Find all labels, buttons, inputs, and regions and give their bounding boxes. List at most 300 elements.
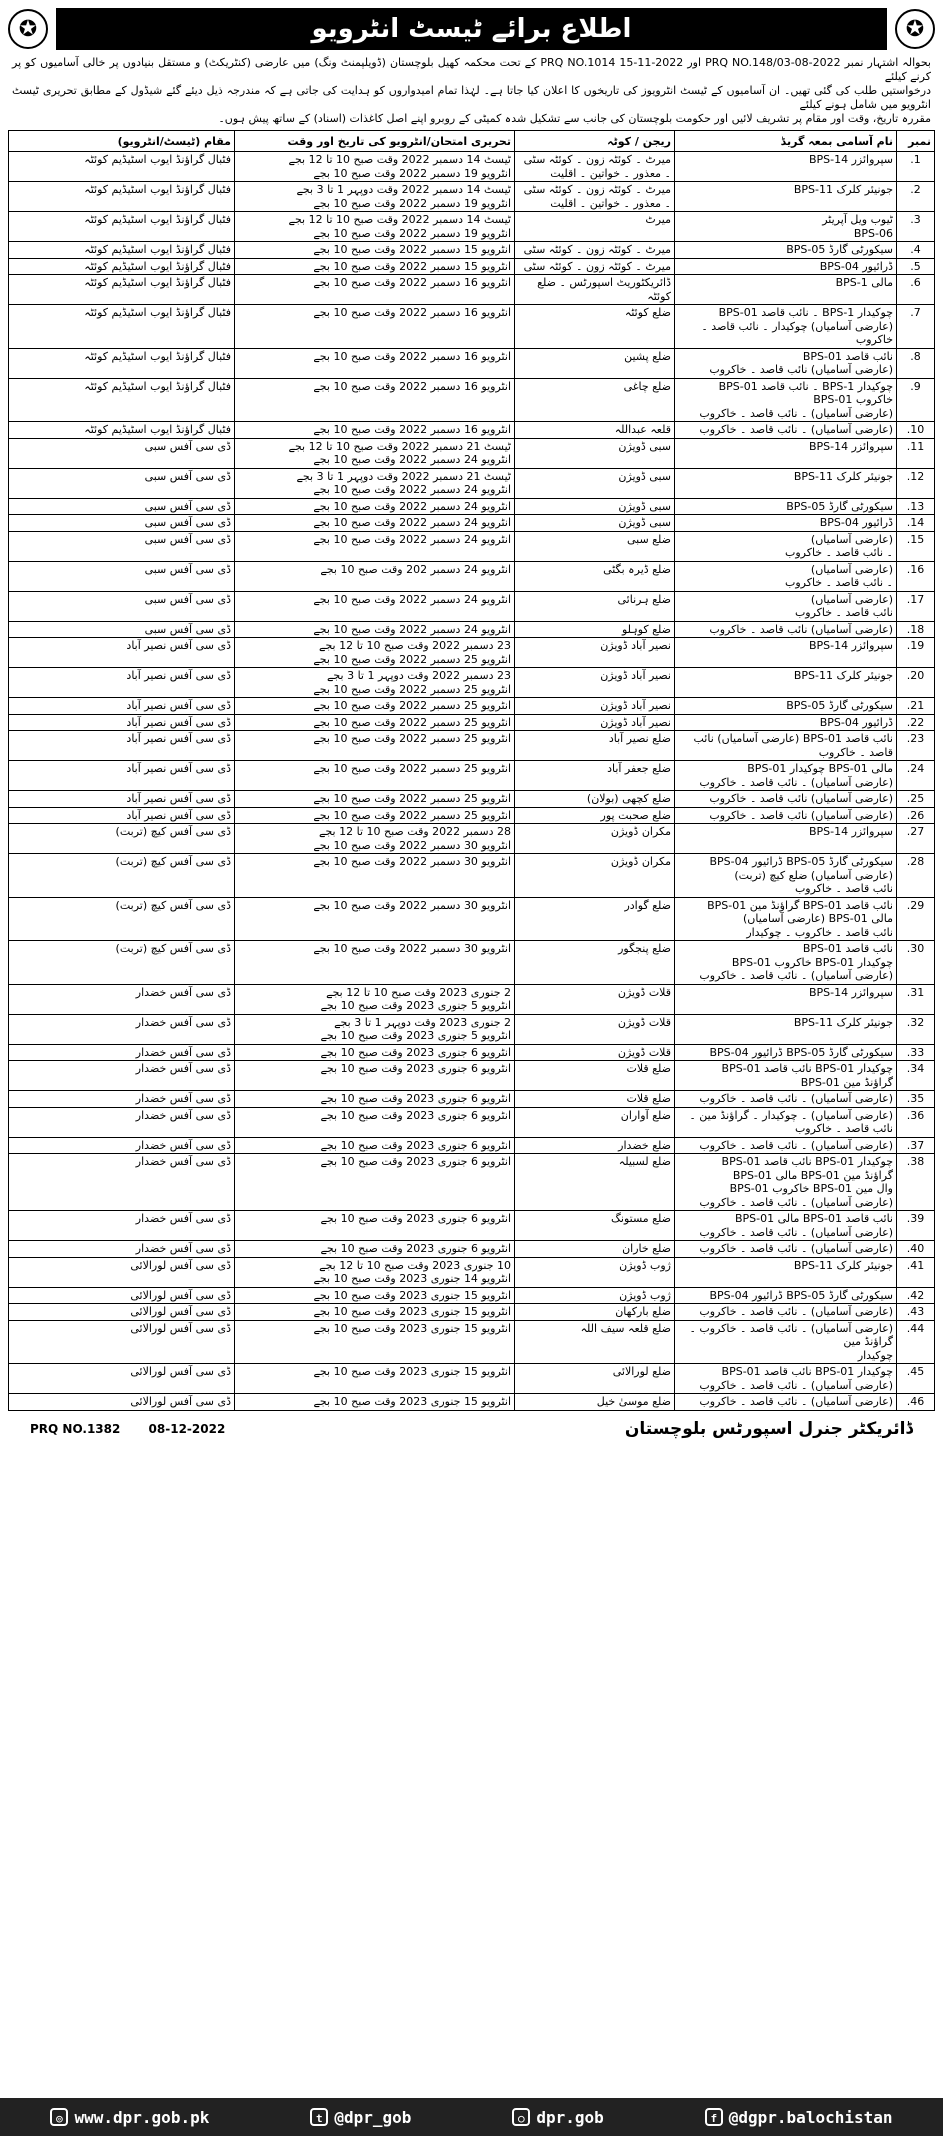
intro-line: مقررہ تاریخ، وقت اور مقام پر تشریف لائیں اور حکومت بلوچستان کی جانب سے تشکیل شدہ کمیٹی کے روبرو اپنے اصل کاغذات (اسناد) کے ساتھ پیش ہوں۔ bbox=[218, 112, 931, 125]
cell-schedule: انٹرویو 6 جنوری 2023 وقت صبح 10 بجے bbox=[235, 1091, 515, 1108]
cell-no: 8. bbox=[897, 348, 935, 378]
cell-place: فٹبال گراؤنڈ ایوب اسٹیڈیم کوئٹہ bbox=[9, 422, 235, 439]
cell-region: ضلع ڈیرہ بگٹی bbox=[515, 561, 675, 591]
cell-post: سپروائزر BPS-14 bbox=[675, 438, 897, 468]
cell-schedule: انٹرویو 16 دسمبر 2022 وقت صبح 10 بجے bbox=[235, 378, 515, 422]
header bbox=[8, 6, 935, 52]
cell-schedule: انٹرویو 15 جنوری 2023 وقت صبح 10 بجے bbox=[235, 1304, 515, 1321]
cell-place: ڈی سی آفس خضدار bbox=[9, 1154, 235, 1211]
table-row bbox=[9, 807, 935, 824]
cell-schedule: 28 دسمبر 2022 وقت صبح 10 تا 12 بجے انٹرویو 30 دسمبر 2022 وقت صبح 10 بجے bbox=[235, 824, 515, 854]
table-row bbox=[9, 1211, 935, 1241]
table-row bbox=[9, 621, 935, 638]
cell-place: ڈی سی آفس خضدار bbox=[9, 1211, 235, 1241]
cell-place: ڈی سی آفس لورالائی bbox=[9, 1287, 235, 1304]
cell-schedule: انٹرویو 15 جنوری 2023 وقت صبح 10 بجے bbox=[235, 1394, 515, 1411]
cell-no: 32. bbox=[897, 1014, 935, 1044]
cell-place: ڈی سی آفس خضدار bbox=[9, 1014, 235, 1044]
cell-post: (عارضی آسامیاں) نائب قاصد ۔ خاکروب bbox=[675, 807, 897, 824]
header-schedule: تحریری امتحان/انٹرویو کی تاریخ اور وقت bbox=[235, 131, 515, 152]
cell-place: ڈی سی آفس سبی bbox=[9, 561, 235, 591]
cell-no: 20. bbox=[897, 668, 935, 698]
cell-no: 1. bbox=[897, 152, 935, 182]
cell-no: 45. bbox=[897, 1364, 935, 1394]
cell-place: ڈی سی آفس لورالائی bbox=[9, 1364, 235, 1394]
government-emblem-icon: ✪ bbox=[8, 9, 48, 49]
cell-schedule: انٹرویو 6 جنوری 2023 وقت صبح 10 بجے bbox=[235, 1154, 515, 1211]
cell-region: ضلع گوادر bbox=[515, 897, 675, 941]
cell-region: ژوب ڈویژن bbox=[515, 1257, 675, 1287]
cell-no: 3. bbox=[897, 212, 935, 242]
cell-place: فٹبال گراؤنڈ ایوب اسٹیڈیم کوئٹہ bbox=[9, 212, 235, 242]
cell-no: 5. bbox=[897, 258, 935, 275]
social-bar bbox=[0, 2098, 943, 2136]
cell-schedule: انٹرویو 25 دسمبر 2022 وقت صبح 10 بجے bbox=[235, 761, 515, 791]
table-row bbox=[9, 1091, 935, 1108]
cell-place: فٹبال گراؤنڈ ایوب اسٹیڈیم کوئٹہ bbox=[9, 275, 235, 305]
cell-schedule: انٹرویو 30 دسمبر 2022 وقت صبح 10 بجے bbox=[235, 941, 515, 985]
cell-no: 34. bbox=[897, 1061, 935, 1091]
cell-region: ضلع آواران bbox=[515, 1107, 675, 1137]
table-row bbox=[9, 897, 935, 941]
cell-no: 14. bbox=[897, 515, 935, 532]
cell-post: نائب قاصد BPS-01 (عارضی آسامیاں) نائب قاصد ۔ خاکروب bbox=[675, 348, 897, 378]
cell-place: فٹبال گراؤنڈ ایوب اسٹیڈیم کوئٹہ bbox=[9, 258, 235, 275]
cell-no: 46. bbox=[897, 1394, 935, 1411]
cell-place: ڈی سی آفس سبی bbox=[9, 468, 235, 498]
cell-place: ڈی سی آفس لورالائی bbox=[9, 1320, 235, 1364]
cell-place: ڈی سی آفس لورالائی bbox=[9, 1257, 235, 1287]
cell-post: سیکورٹی گارڈ BPS-05 bbox=[675, 498, 897, 515]
cell-post: ٹیوب ویل آپریٹر BPS-06 bbox=[675, 212, 897, 242]
cell-region: ضلع ہرنائی bbox=[515, 591, 675, 621]
cell-schedule: انٹرویو 6 جنوری 2023 وقت صبح 10 بجے bbox=[235, 1241, 515, 1258]
table-row bbox=[9, 212, 935, 242]
header-place: مقام (ٹیسٹ/انٹرویو) bbox=[9, 131, 235, 152]
cell-no: 33. bbox=[897, 1044, 935, 1061]
prq-date: 08-12-2022 bbox=[148, 1421, 226, 1436]
cell-no: 43. bbox=[897, 1304, 935, 1321]
cell-place: ڈی سی آفس نصیر آباد bbox=[9, 807, 235, 824]
cell-place: ڈی سی آفس کیچ (تربت) bbox=[9, 854, 235, 898]
cell-post: سپروائزر BPS-14 bbox=[675, 984, 897, 1014]
globe-icon: ◎ bbox=[50, 2108, 68, 2126]
cell-post: جونیئر کلرک BPS-11 bbox=[675, 1014, 897, 1044]
cell-no: 31. bbox=[897, 984, 935, 1014]
table-row bbox=[9, 498, 935, 515]
notice-title: اطلاع برائے ٹیسٹ انٹرویو bbox=[56, 8, 887, 50]
cell-region: ضلع کچھی (بولان) bbox=[515, 791, 675, 808]
table-row bbox=[9, 824, 935, 854]
cell-place: ڈی سی آفس خضدار bbox=[9, 1241, 235, 1258]
header-post: نام آسامی بمعہ گریڈ bbox=[675, 131, 897, 152]
cell-schedule: انٹرویو 30 دسمبر 2022 وقت صبح 10 بجے bbox=[235, 854, 515, 898]
cell-no: 37. bbox=[897, 1137, 935, 1154]
cell-schedule: انٹرویو 24 دسمبر 2022 وقت صبح 10 بجے bbox=[235, 498, 515, 515]
cell-schedule: انٹرویو 15 جنوری 2023 وقت صبح 10 بجے bbox=[235, 1320, 515, 1364]
cell-region: ضلع مستونگ bbox=[515, 1211, 675, 1241]
cell-post: (عارضی آسامیاں) ۔ نائب قاصد ۔ خاکروب bbox=[675, 1241, 897, 1258]
signatory: ڈائریکٹر جنرل اسپورٹس بلوچستان bbox=[624, 1418, 913, 1439]
cell-place: ڈی سی آفس نصیر آباد bbox=[9, 761, 235, 791]
cell-schedule: انٹرویو 25 دسمبر 2022 وقت صبح 10 بجے bbox=[235, 807, 515, 824]
cell-place: فٹبال گراؤنڈ ایوب اسٹیڈیم کوئٹہ bbox=[9, 152, 235, 182]
cell-no: 18. bbox=[897, 621, 935, 638]
cell-region: ضلع موسیٰ خیل bbox=[515, 1394, 675, 1411]
cell-post: (عارضی آسامیاں) ۔ نائب قاصد ۔ خاکروب bbox=[675, 561, 897, 591]
cell-no: 7. bbox=[897, 305, 935, 349]
cell-place: ڈی سی آفس لورالائی bbox=[9, 1304, 235, 1321]
table-row bbox=[9, 1061, 935, 1091]
cell-no: 12. bbox=[897, 468, 935, 498]
cell-region: ضلع پشین bbox=[515, 348, 675, 378]
cell-no: 21. bbox=[897, 698, 935, 715]
cell-region: ضلع قلات bbox=[515, 1061, 675, 1091]
cell-no: 41. bbox=[897, 1257, 935, 1287]
table-row bbox=[9, 1320, 935, 1364]
cell-post: (عارضی آسامیاں) ۔ نائب قاصد ۔ خاکروب bbox=[675, 1304, 897, 1321]
table-row bbox=[9, 941, 935, 985]
cell-no: 15. bbox=[897, 531, 935, 561]
cell-post: نائب قاصد BPS-01 (عارضی آسامیاں) نائب قاصد ۔ خاکروب bbox=[675, 731, 897, 761]
table-row bbox=[9, 1241, 935, 1258]
cell-place: فٹبال گراؤنڈ ایوب اسٹیڈیم کوئٹہ bbox=[9, 348, 235, 378]
cell-region: ضلع قلات bbox=[515, 1091, 675, 1108]
table-header-row bbox=[9, 131, 935, 152]
cell-post: (عارضی آسامیاں) ۔ نائب قاصد ۔ خاکروب bbox=[675, 531, 897, 561]
cell-schedule: انٹرویو 16 دسمبر 2022 وقت صبح 10 بجے bbox=[235, 305, 515, 349]
table-row bbox=[9, 515, 935, 532]
cell-schedule: انٹرویو 25 دسمبر 2022 وقت صبح 10 بجے bbox=[235, 698, 515, 715]
header-region: ریجن / کوٹہ bbox=[515, 131, 675, 152]
cell-place: فٹبال گراؤنڈ ایوب اسٹیڈیم کوئٹہ bbox=[9, 242, 235, 259]
cell-post: نائب قاصد BPS-01 چوکیدار BPS-01 خاکروب BPS-01 (عارضی آسامیاں) ۔ نائب قاصد ۔ خاکروب bbox=[675, 941, 897, 985]
cell-schedule: ٹیسٹ 14 دسمبر 2022 وقت دوپہر 1 تا 3 بجے انٹرویو 19 دسمبر 2022 وقت صبح 10 بجے bbox=[235, 182, 515, 212]
cell-region: نصیر آباد ڈویژن bbox=[515, 668, 675, 698]
cell-place: ڈی سی آفس کیچ (تربت) bbox=[9, 941, 235, 985]
cell-region: ضلع قلعہ سیف اللہ bbox=[515, 1320, 675, 1364]
website-text: www.dpr.gob.pk bbox=[74, 2107, 210, 2127]
table-row bbox=[9, 1257, 935, 1287]
cell-post: چوکیدار BPS-01 نائب قاصد BPS-01 گراؤنڈ مین BPS-01 مالی BPS-01 وال مین BPS-01 خاکروب BPS-01 (عارضی آسامیاں) ۔ نائب قاصد ۔ خاکروب bbox=[675, 1154, 897, 1211]
table-row bbox=[9, 468, 935, 498]
cell-post: مالی BPS-01 چوکیدار BPS-01 (عارضی آسامیاں) ۔ نائب قاصد ۔ خاکروب bbox=[675, 761, 897, 791]
cell-schedule: ٹیسٹ 14 دسمبر 2022 وقت صبح 10 تا 12 بجے انٹرویو 19 دسمبر 2022 وقت صبح 10 بجے bbox=[235, 152, 515, 182]
cell-region: ضلع پنجگور bbox=[515, 941, 675, 985]
cell-post: جونیئر کلرک BPS-11 bbox=[675, 468, 897, 498]
cell-region: میرٹ bbox=[515, 212, 675, 242]
facebook-icon: f bbox=[705, 2108, 723, 2126]
instagram-link[interactable] bbox=[512, 2108, 603, 2127]
cell-schedule: 23 دسمبر 2022 وقت دوپہر 1 تا 3 بجے انٹرویو 25 دسمبر 2022 وقت صبح 10 بجے bbox=[235, 668, 515, 698]
cell-schedule: انٹرویو 6 جنوری 2023 وقت صبح 10 بجے bbox=[235, 1044, 515, 1061]
cell-post: جونیئر کلرک BPS-11 bbox=[675, 1257, 897, 1287]
intro-paragraph bbox=[8, 56, 935, 126]
cell-schedule: انٹرویو 15 دسمبر 2022 وقت صبح 10 بجے bbox=[235, 258, 515, 275]
cell-post: (عارضی آسامیاں) ۔ نائب قاصد ۔ خاکروب ۔ گراؤنڈ مین چوکیدار bbox=[675, 1320, 897, 1364]
cell-place: فٹبال گراؤنڈ ایوب اسٹیڈیم کوئٹہ bbox=[9, 182, 235, 212]
cell-schedule: 2 جنوری 2023 وقت دوپہر 1 تا 3 بجے انٹرویو 5 جنوری 2023 وقت صبح 10 بجے bbox=[235, 1014, 515, 1044]
table-row bbox=[9, 591, 935, 621]
cell-region: میرٹ ۔ کوئٹہ زون ۔ کوئٹہ سٹی ۔ معذور ۔ خواتین ۔ اقلیت bbox=[515, 152, 675, 182]
table-row bbox=[9, 1154, 935, 1211]
table-row bbox=[9, 348, 935, 378]
cell-region: نصیر آباد ڈویژن bbox=[515, 714, 675, 731]
table-row bbox=[9, 275, 935, 305]
cell-place: ڈی سی آفس سبی bbox=[9, 438, 235, 468]
instagram-icon: ○ bbox=[512, 2108, 530, 2126]
table-row bbox=[9, 242, 935, 259]
cell-no: 35. bbox=[897, 1091, 935, 1108]
cell-post: (عارضی آسامیاں) ۔ نائب قاصد ۔ خاکروب bbox=[675, 1091, 897, 1108]
cell-post: ڈرائیور BPS-04 bbox=[675, 515, 897, 532]
cell-no: 17. bbox=[897, 591, 935, 621]
cell-schedule: انٹرویو 30 دسمبر 2022 وقت صبح 10 بجے bbox=[235, 897, 515, 941]
table-row bbox=[9, 422, 935, 439]
cell-region: ژوب ڈویژن bbox=[515, 1287, 675, 1304]
cell-region: ڈائریکٹوریٹ اسپورٹس ۔ ضلع کوئٹہ bbox=[515, 275, 675, 305]
cell-post: ڈرائیور BPS-04 bbox=[675, 714, 897, 731]
cell-post: (عارضی آسامیاں) ۔ نائب قاصد ۔ خاکروب bbox=[675, 1137, 897, 1154]
cell-schedule: ٹیسٹ 21 دسمبر 2022 وقت دوپہر 1 تا 3 بجے انٹرویو 24 دسمبر 2022 وقت صبح 10 بجے bbox=[235, 468, 515, 498]
twitter-text: @dpr_gob bbox=[334, 2107, 412, 2127]
table-row bbox=[9, 668, 935, 698]
header-no: نمبر bbox=[897, 131, 935, 152]
table-row bbox=[9, 561, 935, 591]
cell-no: 22. bbox=[897, 714, 935, 731]
cell-schedule: انٹرویو 25 دسمبر 2022 وقت صبح 10 بجے bbox=[235, 731, 515, 761]
cell-no: 13. bbox=[897, 498, 935, 515]
cell-region: قلات ڈویژن bbox=[515, 1014, 675, 1044]
cell-schedule: 2 جنوری 2023 وقت صبح 10 تا 12 بجے انٹرویو 5 جنوری 2023 وقت صبح 10 بجے bbox=[235, 984, 515, 1014]
cell-post: چوکیدار BPS-01 نائب قاصد BPS-01 (عارضی آسامیاں) ۔ نائب قاصد ۔ خاکروب bbox=[675, 1364, 897, 1394]
cell-post: سیکورٹی گارڈ BPS-05 bbox=[675, 242, 897, 259]
prq-block bbox=[30, 1422, 249, 1436]
cell-region: نصیر آباد ڈویژن bbox=[515, 698, 675, 715]
cell-place: ڈی سی آفس سبی bbox=[9, 591, 235, 621]
cell-region: نصیر آباد ڈویژن bbox=[515, 638, 675, 668]
table-row bbox=[9, 761, 935, 791]
cell-post: سیکورٹی گارڈ BPS-05 ڈرائیور BPS-04 bbox=[675, 1044, 897, 1061]
cell-place: ڈی سی آفس خضدار bbox=[9, 984, 235, 1014]
cell-place: ڈی سی آفس سبی bbox=[9, 531, 235, 561]
cell-post: جونیئر کلرک BPS-11 bbox=[675, 668, 897, 698]
cell-place: ڈی سی آفس سبی bbox=[9, 621, 235, 638]
table-row bbox=[9, 378, 935, 422]
cell-schedule: انٹرویو 24 دسمبر 2022 وقت صبح 10 بجے bbox=[235, 515, 515, 532]
cell-post: (عارضی آسامیاں) ۔ نائب قاصد ۔ خاکروب bbox=[675, 1394, 897, 1411]
sports-emblem-icon: ✪ bbox=[895, 9, 935, 49]
footer bbox=[8, 1419, 935, 1439]
cell-post: سیکورٹی گارڈ BPS-05 ڈرائیور BPS-04 bbox=[675, 1287, 897, 1304]
cell-schedule: انٹرویو 24 دسمبر 2022 وقت صبح 10 بجے bbox=[235, 621, 515, 638]
table-row bbox=[9, 1137, 935, 1154]
cell-place: فٹبال گراؤنڈ ایوب اسٹیڈیم کوئٹہ bbox=[9, 305, 235, 349]
cell-post: نائب قاصد BPS-01 گراؤنڈ مین BPS-01 مالی BPS-01 (عارضی آسامیاں) نائب قاصد ۔ خاکروب ۔ چوکیدار bbox=[675, 897, 897, 941]
cell-region: قلات ڈویژن bbox=[515, 1044, 675, 1061]
cell-no: 4. bbox=[897, 242, 935, 259]
cell-no: 23. bbox=[897, 731, 935, 761]
cell-region: ضلع خضدار bbox=[515, 1137, 675, 1154]
cell-schedule: انٹرویو 15 جنوری 2023 وقت صبح 10 بجے bbox=[235, 1364, 515, 1394]
cell-place: فٹبال گراؤنڈ ایوب اسٹیڈیم کوئٹہ bbox=[9, 378, 235, 422]
cell-post: (عارضی آسامیاں) ۔ نائب قاصد ۔ خاکروب bbox=[675, 422, 897, 439]
cell-region: ضلع کوہلو bbox=[515, 621, 675, 638]
cell-region: سبی ڈویژن bbox=[515, 468, 675, 498]
cell-region: میرٹ ۔ کوئٹہ زون ۔ کوئٹہ سٹی ۔ معذور ۔ خواتین ۔ اقلیت bbox=[515, 182, 675, 212]
cell-schedule: انٹرویو 24 دسمبر 202 وقت صبح 10 بجے bbox=[235, 561, 515, 591]
cell-no: 29. bbox=[897, 897, 935, 941]
cell-schedule: انٹرویو 6 جنوری 2023 وقت صبح 10 بجے bbox=[235, 1061, 515, 1091]
cell-no: 11. bbox=[897, 438, 935, 468]
cell-place: ڈی سی آفس لورالائی bbox=[9, 1394, 235, 1411]
cell-post: چوکیدار BPS-1 ۔ نائب قاصد BPS-01 (عارضی آسامیاں) چوکیدار ۔ نائب قاصد ۔ خاکروب bbox=[675, 305, 897, 349]
cell-place: ڈی سی آفس خضدار bbox=[9, 1137, 235, 1154]
table-row bbox=[9, 152, 935, 182]
cell-schedule: انٹرویو 24 دسمبر 2022 وقت صبح 10 بجے bbox=[235, 531, 515, 561]
cell-schedule: انٹرویو 24 دسمبر 2022 وقت صبح 10 بجے bbox=[235, 591, 515, 621]
cell-no: 19. bbox=[897, 638, 935, 668]
cell-post: مالی BPS-1 bbox=[675, 275, 897, 305]
table-row bbox=[9, 1044, 935, 1061]
cell-place: ڈی سی آفس نصیر آباد bbox=[9, 698, 235, 715]
cell-no: 36. bbox=[897, 1107, 935, 1137]
cell-region: سبی ڈویژن bbox=[515, 515, 675, 532]
cell-schedule: انٹرویو 25 دسمبر 2022 وقت صبح 10 بجے bbox=[235, 791, 515, 808]
cell-post: سپروائزر BPS-14 bbox=[675, 638, 897, 668]
cell-schedule: ٹیسٹ 21 دسمبر 2022 وقت صبح 10 تا 12 بجے انٹرویو 24 دسمبر 2022 وقت صبح 10 بجے bbox=[235, 438, 515, 468]
table-row bbox=[9, 698, 935, 715]
cell-schedule: انٹرویو 16 دسمبر 2022 وقت صبح 10 بجے bbox=[235, 348, 515, 378]
cell-post: چوکیدار BPS-1 ۔ نائب قاصد BPS-01 خاکروب BPS-01 (عارضی آسامیاں) ۔ نائب قاصد ۔ خاکروب bbox=[675, 378, 897, 422]
cell-no: 27. bbox=[897, 824, 935, 854]
cell-no: 42. bbox=[897, 1287, 935, 1304]
cell-region: ضلع سبی bbox=[515, 531, 675, 561]
cell-no: 39. bbox=[897, 1211, 935, 1241]
cell-place: ڈی سی آفس سبی bbox=[9, 515, 235, 532]
table-row bbox=[9, 1287, 935, 1304]
cell-place: ڈی سی آفس کیچ (تربت) bbox=[9, 824, 235, 854]
cell-place: ڈی سی آفس خضدار bbox=[9, 1107, 235, 1137]
cell-schedule: ٹیسٹ 14 دسمبر 2022 وقت صبح 10 تا 12 بجے انٹرویو 19 دسمبر 2022 وقت صبح 10 بجے bbox=[235, 212, 515, 242]
cell-place: ڈی سی آفس سبی bbox=[9, 498, 235, 515]
cell-post: سپروائزر BPS-14 bbox=[675, 824, 897, 854]
cell-no: 24. bbox=[897, 761, 935, 791]
cell-schedule: 10 جنوری 2023 وقت صبح 10 تا 12 بجے انٹرویو 14 جنوری 2023 وقت صبح 10 بجے bbox=[235, 1257, 515, 1287]
cell-place: ڈی سی آفس نصیر آباد bbox=[9, 731, 235, 761]
cell-schedule: انٹرویو 16 دسمبر 2022 وقت صبح 10 بجے bbox=[235, 422, 515, 439]
table-row bbox=[9, 731, 935, 761]
cell-post: (عارضی آسامیاں) ۔ چوکیدار ۔ گراؤنڈ مین ۔ نائب قاصد ۔ خاکروب bbox=[675, 1107, 897, 1137]
cell-region: ضلع جعفر آباد bbox=[515, 761, 675, 791]
cell-no: 9. bbox=[897, 378, 935, 422]
table-row bbox=[9, 182, 935, 212]
cell-no: 40. bbox=[897, 1241, 935, 1258]
cell-no: 38. bbox=[897, 1154, 935, 1211]
cell-post: (عارضی آسامیاں) نائب قاصد ۔ خاکروب bbox=[675, 791, 897, 808]
cell-schedule: انٹرویو 15 دسمبر 2022 وقت صبح 10 بجے bbox=[235, 242, 515, 259]
cell-no: 6. bbox=[897, 275, 935, 305]
cell-region: ضلع کوئٹہ bbox=[515, 305, 675, 349]
cell-region: میرٹ ۔ کوئٹہ زون ۔ کوئٹہ سٹی bbox=[515, 258, 675, 275]
cell-region: مکران ڈویژن bbox=[515, 824, 675, 854]
cell-no: 25. bbox=[897, 791, 935, 808]
cell-region: ضلع لورالائی bbox=[515, 1364, 675, 1394]
cell-no: 2. bbox=[897, 182, 935, 212]
table-row bbox=[9, 1107, 935, 1137]
cell-schedule: انٹرویو 6 جنوری 2023 وقت صبح 10 بجے bbox=[235, 1137, 515, 1154]
cell-post: ڈرائیور BPS-04 bbox=[675, 258, 897, 275]
cell-region: مکران ڈویژن bbox=[515, 854, 675, 898]
cell-no: 28. bbox=[897, 854, 935, 898]
cell-region: قلعہ عبداللہ bbox=[515, 422, 675, 439]
cell-post: سیکورٹی گارڈ BPS-05 bbox=[675, 698, 897, 715]
cell-place: ڈی سی آفس خضدار bbox=[9, 1091, 235, 1108]
cell-region: ضلع نصیر آباد bbox=[515, 731, 675, 761]
cell-no: 26. bbox=[897, 807, 935, 824]
table-row bbox=[9, 791, 935, 808]
cell-post: نائب قاصد BPS-01 مالی BPS-01 (عارضی آسامیاں) ۔ نائب قاصد ۔ خاکروب bbox=[675, 1211, 897, 1241]
website-link[interactable] bbox=[50, 2108, 209, 2127]
table-row bbox=[9, 438, 935, 468]
cell-schedule: انٹرویو 15 جنوری 2023 وقت صبح 10 بجے bbox=[235, 1287, 515, 1304]
instagram-text: dpr.gob bbox=[536, 2107, 604, 2127]
cell-schedule: انٹرویو 6 جنوری 2023 وقت صبح 10 بجے bbox=[235, 1211, 515, 1241]
table-row bbox=[9, 1394, 935, 1411]
table-row bbox=[9, 984, 935, 1014]
table-row bbox=[9, 531, 935, 561]
cell-schedule: انٹرویو 16 دسمبر 2022 وقت صبح 10 بجے bbox=[235, 275, 515, 305]
cell-post: (عارضی آسامیاں) نائب قاصد ۔ خاکروب bbox=[675, 621, 897, 638]
table-row bbox=[9, 258, 935, 275]
cell-region: ضلع خاران bbox=[515, 1241, 675, 1258]
intro-line: درخواستیں طلب کی گئی تھیں۔ ان آسامیوں کے ٹیسٹ انٹرویوز کی تاریخوں کا اعلان کیا جاتا ہے۔ لہٰذا تمام امیدواروں کو ہدایت کی جاتی ہے کہ مندرجہ ذیل دیئے گئے شیڈول کے مطابق تحریری ٹیسٹ انٹرویو میں شامل ہونے کیلئے bbox=[12, 84, 931, 111]
cell-post: چوکیدار BPS-01 نائب قاصد BPS-01 گراؤنڈ مین BPS-01 bbox=[675, 1061, 897, 1091]
cell-schedule: انٹرویو 6 جنوری 2023 وقت صبح 10 بجے bbox=[235, 1107, 515, 1137]
cell-schedule: 23 دسمبر 2022 وقت صبح 10 تا 12 بجے انٹرویو 25 دسمبر 2022 وقت صبح 10 بجے bbox=[235, 638, 515, 668]
table-row bbox=[9, 1304, 935, 1321]
cell-region: قلات ڈویژن bbox=[515, 984, 675, 1014]
cell-post: جونیئر کلرک BPS-11 bbox=[675, 182, 897, 212]
cell-no: 16. bbox=[897, 561, 935, 591]
table-row bbox=[9, 305, 935, 349]
cell-place: ڈی سی آفس خضدار bbox=[9, 1044, 235, 1061]
cell-post: (عارضی آسامیاں) نائب قاصد ۔ خاکروب bbox=[675, 591, 897, 621]
cell-place: ڈی سی آفس نصیر آباد bbox=[9, 714, 235, 731]
facebook-link[interactable] bbox=[705, 2108, 893, 2127]
prq-number: PRQ NO.1382 bbox=[30, 1421, 121, 1436]
table-row bbox=[9, 1014, 935, 1044]
cell-no: 30. bbox=[897, 941, 935, 985]
schedule-table bbox=[8, 130, 935, 1411]
cell-region: میرٹ ۔ کوئٹہ زون ۔ کوئٹہ سٹی bbox=[515, 242, 675, 259]
table-body bbox=[9, 152, 935, 1411]
cell-place: ڈی سی آفس خضدار bbox=[9, 1061, 235, 1091]
table-row bbox=[9, 638, 935, 668]
twitter-link[interactable] bbox=[310, 2108, 411, 2127]
cell-schedule: انٹرویو 25 دسمبر 2022 وقت صبح 10 بجے bbox=[235, 714, 515, 731]
cell-no: 44. bbox=[897, 1320, 935, 1364]
cell-place: ڈی سی آفس نصیر آباد bbox=[9, 668, 235, 698]
intro-line: بحوالہ اشتہار نمبر PRQ NO.148/03-08-2022 اور PRQ NO.1014 15-11-2022 کے تحت محکمہ کھیل بلوچستان (ڈویلپمنٹ ونگ) میں عارضی (کنٹریکٹ) و مستقل بنیادوں پر خالی آسامیوں کو پر کرنے کیلئے bbox=[12, 56, 931, 83]
cell-place: ڈی سی آفس نصیر آباد bbox=[9, 791, 235, 808]
cell-region: ضلع چاغی bbox=[515, 378, 675, 422]
cell-place: ڈی سی آفس نصیر آباد bbox=[9, 638, 235, 668]
facebook-text: @dgpr.balochistan bbox=[728, 2107, 893, 2127]
cell-no: 10. bbox=[897, 422, 935, 439]
cell-region: سبی ڈویژن bbox=[515, 498, 675, 515]
cell-place: ڈی سی آفس کیچ (تربت) bbox=[9, 897, 235, 941]
